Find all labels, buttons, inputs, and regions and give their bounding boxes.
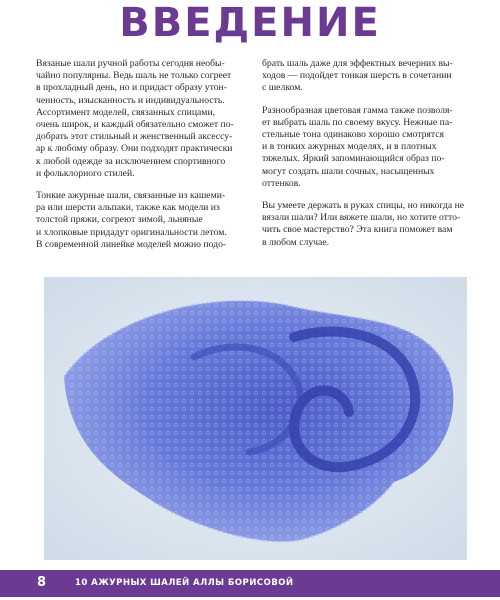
- running-title: 10 АЖУРНЫХ ШАЛЕЙ АЛЛЫ БОРИСОВОЙ: [75, 578, 294, 588]
- text-line: с шелком.: [262, 82, 303, 94]
- left-column: [36, 58, 244, 261]
- text-line: чить свое мастерство? Эта книга поможет вам: [262, 224, 453, 236]
- paragraph: [262, 105, 468, 190]
- text-line: ар к любому образу. Они подходят практически: [36, 143, 233, 155]
- paragraph: [36, 58, 244, 180]
- text-line: ченность, изысканность и индивидуальность.: [36, 94, 225, 106]
- text-line: вязали шали? Или вяжете шали, но хотите отто-: [262, 212, 461, 224]
- text-line: и фольклорного стилей.: [36, 167, 135, 179]
- text-line: тяжелых. Яркий запоминающийся образ по-: [262, 153, 445, 165]
- text-line: Вы умеете держать в руках спицы, но никогда не: [262, 200, 465, 212]
- text-line: ра или шерсти альпаки, также как модели из: [36, 202, 220, 214]
- text-line: толстой пряжи, согреют зимой, льняные: [36, 214, 203, 226]
- shawl-photo: [44, 277, 467, 560]
- text-line: и хлопковые придадут оригинальности летом.: [36, 226, 227, 238]
- text-line: чайно популярны. Ведь шаль не только согреет: [36, 70, 232, 82]
- text-line: очень широк, и каждый обязательно сможет по-: [36, 119, 234, 131]
- page-number: 8: [37, 575, 47, 590]
- paragraph: [262, 200, 468, 249]
- text-line: брать шаль даже для эффектных вечерних вы-: [262, 58, 453, 69]
- text-line: в любом случае.: [262, 236, 330, 248]
- text-line: ет выбрать шаль по своему вкусу. Нежные па-: [262, 116, 453, 128]
- text-line: могут создать шали сочных, насыщенных: [262, 165, 435, 177]
- page-footer: [0, 570, 500, 597]
- text-line: В современной линейке моделей можно подо-: [36, 238, 227, 250]
- text-line: Вязаные шали ручной работы сегодня необы-: [36, 58, 225, 69]
- shawl-illustration: [44, 277, 467, 560]
- paragraph: [262, 58, 468, 95]
- text-line: добрать этот стильный и женственный аксессу-: [36, 131, 233, 143]
- text-line: к любой одежде за исключением спортивного: [36, 155, 226, 167]
- paragraph: [36, 190, 244, 251]
- text-line: стельные тона одинаково хорошо смотрятся: [262, 129, 444, 141]
- page-title: ВВЕДЕНИЕ: [119, 0, 381, 46]
- text-line: ходов — подойдет тонкая шерсть в сочетании: [262, 70, 452, 82]
- right-column: [262, 58, 468, 259]
- text-line: и в тонких ажурных моделях, и в плотных: [262, 141, 437, 153]
- text-line: в прохладный день, но и придаст образу утон-: [36, 82, 227, 94]
- text-line: Тонкие ажурные шали, связанные из кашеми-: [36, 190, 226, 202]
- text-line: оттенков.: [262, 177, 301, 189]
- text-line: Разнообразная цветовая гамма также позволя-: [262, 104, 453, 116]
- text-line: Ассортимент моделей, связанных спицами,: [36, 106, 216, 118]
